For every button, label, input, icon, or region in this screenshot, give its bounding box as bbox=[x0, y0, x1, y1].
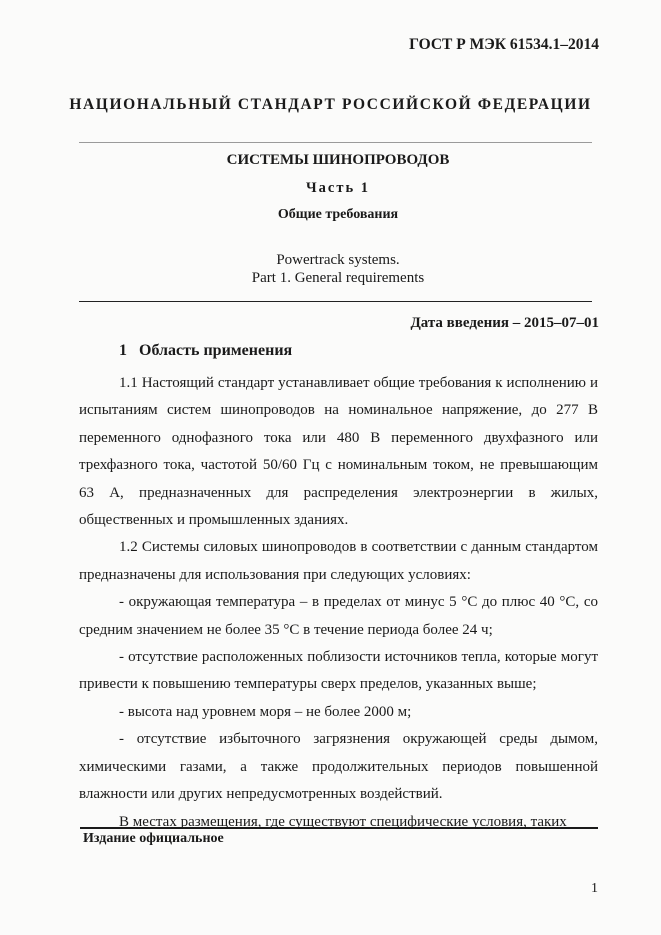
section-number: 1 bbox=[119, 342, 127, 359]
paragraph-specific-conditions: В местах размещения, где существуют специфические условия, таких bbox=[119, 813, 567, 830]
document-title: СИСТЕМЫ ШИНОПРОВОДОВ bbox=[226, 152, 450, 168]
section-title: Область применения bbox=[139, 342, 293, 359]
english-title: Powertrack systems. bbox=[276, 252, 400, 268]
page-number: 1 bbox=[591, 881, 598, 896]
list-item-pollution: - отсутствие избыточного загрязнения окружающей среды дымом, химическими газами, а также продолжительных периодов повышенной влажности или других непредусмотренных воздействий. bbox=[79, 731, 598, 803]
list-item-temperature: - окружающая температура – в пределах от минус 5 °С до плюс 40 °С, со средним значением не более 35 °С в течение периода более 24 ч; bbox=[79, 594, 598, 638]
paragraph-1-1: 1.1 Настоящий стандарт устанавливает общие требования к исполнению и испытаниям систем шинопроводов на номинальное напряжение, до 277 В переменного однофазного тока или 480 В переменного двухфазного или трехфазного тока, частотой 50/60 Гц с номинальным током, не превышающим 63 А, предназначенных для распределения электроэнергии в жилых, общественных и промышленных зданиях. bbox=[79, 375, 598, 529]
section-heading bbox=[119, 342, 292, 360]
footer-divider bbox=[80, 827, 598, 829]
top-divider bbox=[79, 142, 592, 143]
official-edition-label: Издание официальное bbox=[83, 831, 224, 846]
title-divider bbox=[79, 301, 592, 302]
list-item-heat-sources: - отсутствие расположенных поблизости источников тепла, которые могут привести к повышению температуры сверх пределов, указанных выше; bbox=[79, 649, 598, 693]
body-text bbox=[79, 370, 598, 836]
document-code: ГОСТ Р МЭК 61534.1–2014 bbox=[409, 36, 599, 53]
paragraph-1-2: 1.2 Системы силовых шинопроводов в соответствии с данным стандартом предназначены для использования при следующих условиях: bbox=[79, 539, 598, 583]
list-item-altitude: - высота над уровнем моря – не более 2000 м; bbox=[119, 703, 412, 720]
document-subtitle: Общие требования bbox=[277, 207, 399, 222]
national-standard-heading: НАЦИОНАЛЬНЫЙ СТАНДАРТ РОССИЙСКОЙ ФЕДЕРАЦИИ bbox=[69, 96, 592, 113]
part-label: Часть 1 bbox=[306, 180, 370, 196]
introduction-date: Дата введения – 2015–07–01 bbox=[410, 315, 599, 331]
english-subtitle: Part 1. General requirements bbox=[251, 270, 425, 286]
